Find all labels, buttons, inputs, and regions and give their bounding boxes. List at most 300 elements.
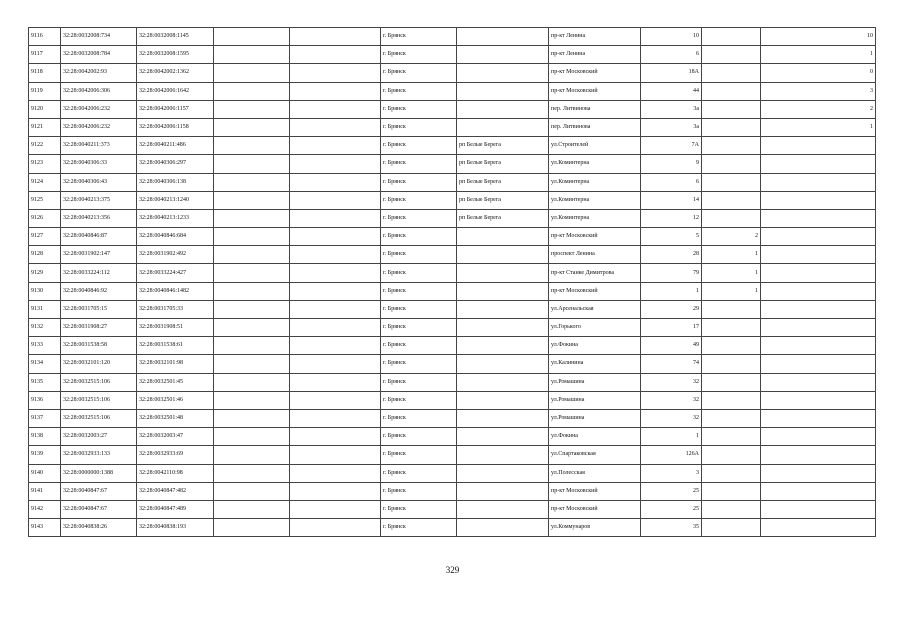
- count-cell: [702, 446, 761, 464]
- city-cell: г. Брянск: [381, 100, 457, 118]
- count-cell: [702, 482, 761, 500]
- row-number-cell: 9139: [29, 446, 61, 464]
- count-cell: [702, 46, 761, 64]
- cadastral-number-cell: 32:28:0031705:15: [61, 300, 137, 318]
- count-cell: [702, 355, 761, 373]
- house-number-cell: 18А: [641, 64, 702, 82]
- row-number-cell: 9131: [29, 300, 61, 318]
- house-number-cell: 6: [641, 46, 702, 64]
- empty-cell: [214, 191, 290, 209]
- city-cell: г. Брянск: [381, 264, 457, 282]
- district-cell: [457, 118, 549, 136]
- table-row: [29, 246, 876, 264]
- table-row: [29, 209, 876, 227]
- empty-cell: [214, 446, 290, 464]
- empty-cell: [214, 500, 290, 518]
- count-cell: [702, 519, 761, 537]
- house-number-cell: 29: [641, 300, 702, 318]
- row-number-cell: 9118: [29, 64, 61, 82]
- district-cell: [457, 519, 549, 537]
- count-cell: [702, 100, 761, 118]
- object-cadastral-number-cell: 32:28:0031902:492: [137, 246, 214, 264]
- house-number-cell: 12: [641, 209, 702, 227]
- cadastral-number-cell: 32:28:0032008:784: [61, 46, 137, 64]
- city-cell: г. Брянск: [381, 155, 457, 173]
- table-row: [29, 446, 876, 464]
- cadastral-number-cell: 32:28:0040211:373: [61, 137, 137, 155]
- house-number-cell: 3а: [641, 100, 702, 118]
- row-number-cell: 9119: [29, 82, 61, 100]
- count-cell: [702, 209, 761, 227]
- value-cell: [761, 319, 876, 337]
- city-cell: г. Брянск: [381, 118, 457, 136]
- count-cell: 1: [702, 282, 761, 300]
- value-cell: [761, 209, 876, 227]
- empty-cell: [214, 64, 290, 82]
- empty-cell: [214, 319, 290, 337]
- empty-cell: [214, 246, 290, 264]
- empty-cell: [290, 282, 381, 300]
- table-row: [29, 155, 876, 173]
- empty-cell: [290, 100, 381, 118]
- house-number-cell: 32: [641, 409, 702, 427]
- table-row: [29, 137, 876, 155]
- district-cell: [457, 319, 549, 337]
- value-cell: [761, 355, 876, 373]
- value-cell: [761, 173, 876, 191]
- empty-cell: [290, 300, 381, 318]
- empty-cell: [290, 246, 381, 264]
- cadastral-number-cell: 32:28:0032933:133: [61, 446, 137, 464]
- table-row: [29, 409, 876, 427]
- empty-cell: [214, 100, 290, 118]
- street-cell: пр-кт Ленина: [549, 46, 641, 64]
- register-sheet: [28, 27, 876, 537]
- district-cell: [457, 264, 549, 282]
- district-cell: рп Белые Берега: [457, 173, 549, 191]
- cadastral-number-cell: 32:28:0033224:112: [61, 264, 137, 282]
- value-cell: [761, 446, 876, 464]
- empty-cell: [290, 228, 381, 246]
- object-cadastral-number-cell: 32:28:0042006:1158: [137, 118, 214, 136]
- row-number-cell: 9124: [29, 173, 61, 191]
- value-cell: [761, 300, 876, 318]
- district-cell: [457, 300, 549, 318]
- table-row: [29, 64, 876, 82]
- row-number-cell: 9137: [29, 409, 61, 427]
- empty-cell: [290, 173, 381, 191]
- empty-cell: [290, 319, 381, 337]
- street-cell: пр-кт Московский: [549, 282, 641, 300]
- street-cell: пр-кт Московский: [549, 228, 641, 246]
- object-cadastral-number-cell: 32:28:0040846:1482: [137, 282, 214, 300]
- city-cell: г. Брянск: [381, 428, 457, 446]
- house-number-cell: 3: [641, 464, 702, 482]
- house-number-cell: 49: [641, 337, 702, 355]
- row-number-cell: 9122: [29, 137, 61, 155]
- object-cadastral-number-cell: 32:28:0031705:33: [137, 300, 214, 318]
- count-cell: [702, 337, 761, 355]
- object-cadastral-number-cell: 32:28:0040846:684: [137, 228, 214, 246]
- value-cell: [761, 464, 876, 482]
- object-cadastral-number-cell: 32:28:0032008:1595: [137, 46, 214, 64]
- city-cell: г. Брянск: [381, 173, 457, 191]
- object-cadastral-number-cell: 32:28:0032003:47: [137, 428, 214, 446]
- city-cell: г. Брянск: [381, 446, 457, 464]
- count-cell: [702, 409, 761, 427]
- cadastral-number-cell: 32:28:0032515:106: [61, 409, 137, 427]
- table-row: [29, 264, 876, 282]
- cadastral-number-cell: 32:28:0000000:1388: [61, 464, 137, 482]
- empty-cell: [214, 464, 290, 482]
- cadastral-number-cell: 32:28:0031902:147: [61, 246, 137, 264]
- city-cell: г. Брянск: [381, 355, 457, 373]
- street-cell: ул.Коминтерна: [549, 155, 641, 173]
- empty-cell: [214, 409, 290, 427]
- object-cadastral-number-cell: 32:28:0040306:297: [137, 155, 214, 173]
- district-cell: [457, 464, 549, 482]
- cadastral-number-cell: 32:28:0040846:87: [61, 228, 137, 246]
- count-cell: [702, 64, 761, 82]
- object-cadastral-number-cell: 32:28:0040213:1240: [137, 191, 214, 209]
- house-number-cell: 5: [641, 228, 702, 246]
- cadastral-number-cell: 32:28:0032101:120: [61, 355, 137, 373]
- empty-cell: [290, 28, 381, 46]
- street-cell: ул.Коммунаров: [549, 519, 641, 537]
- row-number-cell: 9138: [29, 428, 61, 446]
- house-number-cell: 32: [641, 391, 702, 409]
- row-number-cell: 9121: [29, 118, 61, 136]
- empty-cell: [214, 118, 290, 136]
- value-cell: [761, 337, 876, 355]
- street-cell: проспект Ленина: [549, 246, 641, 264]
- object-cadastral-number-cell: 32:28:0032501:48: [137, 409, 214, 427]
- city-cell: г. Брянск: [381, 82, 457, 100]
- value-cell: [761, 264, 876, 282]
- empty-cell: [214, 373, 290, 391]
- empty-cell: [290, 482, 381, 500]
- row-number-cell: 9130: [29, 282, 61, 300]
- city-cell: г. Брянск: [381, 246, 457, 264]
- district-cell: [457, 391, 549, 409]
- empty-cell: [214, 355, 290, 373]
- cadastral-number-cell: 32:28:0031538:58: [61, 337, 137, 355]
- house-number-cell: 6: [641, 173, 702, 191]
- house-number-cell: 3а: [641, 118, 702, 136]
- house-number-cell: 25: [641, 500, 702, 518]
- value-cell: [761, 409, 876, 427]
- object-cadastral-number-cell: 32:28:0042006:1157: [137, 100, 214, 118]
- empty-cell: [290, 373, 381, 391]
- row-number-cell: 9143: [29, 519, 61, 537]
- empty-cell: [290, 391, 381, 409]
- object-cadastral-number-cell: 32:28:0032008:1145: [137, 28, 214, 46]
- house-number-cell: 1: [641, 428, 702, 446]
- district-cell: [457, 337, 549, 355]
- street-cell: ул.Ромашина: [549, 373, 641, 391]
- cadastral-number-cell: 32:28:0040213:375: [61, 191, 137, 209]
- object-cadastral-number-cell: 32:28:0042006:1642: [137, 82, 214, 100]
- value-cell: [761, 246, 876, 264]
- value-cell: [761, 191, 876, 209]
- city-cell: г. Брянск: [381, 482, 457, 500]
- city-cell: г. Брянск: [381, 228, 457, 246]
- district-cell: [457, 64, 549, 82]
- value-cell: [761, 391, 876, 409]
- empty-cell: [290, 209, 381, 227]
- count-cell: [702, 319, 761, 337]
- district-cell: [457, 500, 549, 518]
- empty-cell: [290, 500, 381, 518]
- city-cell: г. Брянск: [381, 319, 457, 337]
- cadastral-number-cell: 32:28:0040847:67: [61, 500, 137, 518]
- house-number-cell: 126А: [641, 446, 702, 464]
- cadastral-number-cell: 32:28:0042006:232: [61, 118, 137, 136]
- cadastral-number-cell: 32:28:0042006:306: [61, 82, 137, 100]
- empty-cell: [290, 264, 381, 282]
- street-cell: пр-кт Московский: [549, 64, 641, 82]
- district-cell: [457, 482, 549, 500]
- object-cadastral-number-cell: 32:28:0040213:1233: [137, 209, 214, 227]
- count-cell: 1: [702, 246, 761, 264]
- table-row: [29, 118, 876, 136]
- house-number-cell: 74: [641, 355, 702, 373]
- house-number-cell: 7А: [641, 137, 702, 155]
- city-cell: г. Брянск: [381, 300, 457, 318]
- empty-cell: [290, 409, 381, 427]
- house-number-cell: 17: [641, 319, 702, 337]
- street-cell: пер. Литвинова: [549, 100, 641, 118]
- row-number-cell: 9126: [29, 209, 61, 227]
- empty-cell: [290, 64, 381, 82]
- city-cell: г. Брянск: [381, 500, 457, 518]
- value-cell: 1: [761, 46, 876, 64]
- value-cell: 3: [761, 82, 876, 100]
- row-number-cell: 9129: [29, 264, 61, 282]
- count-cell: [702, 28, 761, 46]
- empty-cell: [214, 300, 290, 318]
- value-cell: [761, 373, 876, 391]
- page-number: 329: [445, 565, 460, 575]
- city-cell: г. Брянск: [381, 209, 457, 227]
- value-cell: [761, 137, 876, 155]
- row-number-cell: 9117: [29, 46, 61, 64]
- table-row: [29, 482, 876, 500]
- count-cell: [702, 300, 761, 318]
- object-cadastral-number-cell: 32:28:0040847:489: [137, 500, 214, 518]
- object-cadastral-number-cell: 32:28:0040306:138: [137, 173, 214, 191]
- table-row: [29, 46, 876, 64]
- city-cell: г. Брянск: [381, 391, 457, 409]
- count-cell: [702, 373, 761, 391]
- street-cell: ул.Фокина: [549, 428, 641, 446]
- street-cell: пр-кт Станке Димитрова: [549, 264, 641, 282]
- district-cell: [457, 82, 549, 100]
- address-register-table: [28, 27, 876, 537]
- row-number-cell: 9132: [29, 319, 61, 337]
- city-cell: г. Брянск: [381, 191, 457, 209]
- house-number-cell: 9: [641, 155, 702, 173]
- value-cell: [761, 155, 876, 173]
- row-number-cell: 9136: [29, 391, 61, 409]
- object-cadastral-number-cell: 32:28:0040211:486: [137, 137, 214, 155]
- city-cell: г. Брянск: [381, 337, 457, 355]
- empty-cell: [290, 355, 381, 373]
- empty-cell: [214, 428, 290, 446]
- cadastral-number-cell: 32:28:0032515:106: [61, 373, 137, 391]
- count-cell: [702, 428, 761, 446]
- object-cadastral-number-cell: 32:28:0040847:482: [137, 482, 214, 500]
- house-number-cell: 1: [641, 282, 702, 300]
- row-number-cell: 9141: [29, 482, 61, 500]
- table-row: [29, 464, 876, 482]
- district-cell: рп Белые Берега: [457, 191, 549, 209]
- empty-cell: [290, 464, 381, 482]
- row-number-cell: 9116: [29, 28, 61, 46]
- table-row: [29, 428, 876, 446]
- city-cell: г. Брянск: [381, 282, 457, 300]
- house-number-cell: 28: [641, 246, 702, 264]
- house-number-cell: 32: [641, 373, 702, 391]
- count-cell: [702, 191, 761, 209]
- table-row: [29, 373, 876, 391]
- empty-cell: [214, 391, 290, 409]
- city-cell: г. Брянск: [381, 46, 457, 64]
- table-row: [29, 519, 876, 537]
- object-cadastral-number-cell: 32:28:0042002:1362: [137, 64, 214, 82]
- table-row: [29, 228, 876, 246]
- row-number-cell: 9140: [29, 464, 61, 482]
- empty-cell: [214, 46, 290, 64]
- object-cadastral-number-cell: 32:28:0032501:45: [137, 373, 214, 391]
- district-cell: [457, 100, 549, 118]
- empty-cell: [214, 264, 290, 282]
- street-cell: пр-кт Ленина: [549, 28, 641, 46]
- count-cell: [702, 155, 761, 173]
- street-cell: ул.Фокина: [549, 337, 641, 355]
- row-number-cell: 9142: [29, 500, 61, 518]
- count-cell: [702, 118, 761, 136]
- table-row: [29, 173, 876, 191]
- table-row: [29, 282, 876, 300]
- street-cell: ул.Коминтерна: [549, 191, 641, 209]
- city-cell: г. Брянск: [381, 373, 457, 391]
- empty-cell: [214, 155, 290, 173]
- empty-cell: [290, 191, 381, 209]
- value-cell: 0: [761, 64, 876, 82]
- value-cell: 10: [761, 28, 876, 46]
- empty-cell: [214, 209, 290, 227]
- empty-cell: [290, 446, 381, 464]
- house-number-cell: 44: [641, 82, 702, 100]
- table-row: [29, 28, 876, 46]
- cadastral-number-cell: 32:28:0040847:67: [61, 482, 137, 500]
- table-row: [29, 191, 876, 209]
- street-cell: ул.Горького: [549, 319, 641, 337]
- table-row: [29, 337, 876, 355]
- district-cell: [457, 373, 549, 391]
- district-cell: [457, 355, 549, 373]
- house-number-cell: 14: [641, 191, 702, 209]
- empty-cell: [214, 173, 290, 191]
- object-cadastral-number-cell: 32:28:0042110:98: [137, 464, 214, 482]
- city-cell: г. Брянск: [381, 519, 457, 537]
- count-cell: 1: [702, 264, 761, 282]
- value-cell: [761, 428, 876, 446]
- value-cell: 1: [761, 118, 876, 136]
- row-number-cell: 9127: [29, 228, 61, 246]
- city-cell: г. Брянск: [381, 28, 457, 46]
- street-cell: ул.Спартаковская: [549, 446, 641, 464]
- value-cell: [761, 500, 876, 518]
- value-cell: [761, 228, 876, 246]
- street-cell: ул.Полесская: [549, 464, 641, 482]
- empty-cell: [290, 155, 381, 173]
- row-number-cell: 9128: [29, 246, 61, 264]
- street-cell: ул.Коминтерна: [549, 173, 641, 191]
- district-cell: [457, 446, 549, 464]
- city-cell: г. Брянск: [381, 137, 457, 155]
- cadastral-number-cell: 32:28:0032008:734: [61, 28, 137, 46]
- value-cell: 2: [761, 100, 876, 118]
- object-cadastral-number-cell: 32:28:0031538:61: [137, 337, 214, 355]
- value-cell: [761, 282, 876, 300]
- table-row: [29, 319, 876, 337]
- street-cell: пр-кт Московский: [549, 82, 641, 100]
- table-row: [29, 391, 876, 409]
- cadastral-number-cell: 32:28:0040846:92: [61, 282, 137, 300]
- row-number-cell: 9134: [29, 355, 61, 373]
- table-body: [29, 28, 876, 537]
- row-number-cell: 9133: [29, 337, 61, 355]
- cadastral-number-cell: 32:28:0032515:106: [61, 391, 137, 409]
- district-cell: рп Белые Берега: [457, 137, 549, 155]
- object-cadastral-number-cell: 32:28:0031908:51: [137, 319, 214, 337]
- count-cell: [702, 82, 761, 100]
- empty-cell: [214, 519, 290, 537]
- cadastral-number-cell: 32:28:0042002:93: [61, 64, 137, 82]
- value-cell: [761, 519, 876, 537]
- empty-cell: [290, 519, 381, 537]
- city-cell: г. Брянск: [381, 409, 457, 427]
- cadastral-number-cell: 32:28:0042006:232: [61, 100, 137, 118]
- object-cadastral-number-cell: 32:28:0033224:427: [137, 264, 214, 282]
- house-number-cell: 35: [641, 519, 702, 537]
- district-cell: рп Белые Берега: [457, 155, 549, 173]
- row-number-cell: 9123: [29, 155, 61, 173]
- street-cell: ул.Калинина: [549, 355, 641, 373]
- count-cell: [702, 500, 761, 518]
- empty-cell: [214, 228, 290, 246]
- street-cell: ул.Коминтерна: [549, 209, 641, 227]
- table-row: [29, 82, 876, 100]
- empty-cell: [214, 482, 290, 500]
- district-cell: [457, 246, 549, 264]
- street-cell: ул.Арсенальская: [549, 300, 641, 318]
- object-cadastral-number-cell: 32:28:0032501:46: [137, 391, 214, 409]
- empty-cell: [214, 282, 290, 300]
- table-row: [29, 300, 876, 318]
- cadastral-number-cell: 32:28:0032003:27: [61, 428, 137, 446]
- count-cell: [702, 391, 761, 409]
- street-cell: пр-кт Московский: [549, 500, 641, 518]
- table-row: [29, 500, 876, 518]
- street-cell: пр-кт Московский: [549, 482, 641, 500]
- table-row: [29, 100, 876, 118]
- district-cell: рп Белые Берега: [457, 209, 549, 227]
- count-cell: [702, 464, 761, 482]
- cadastral-number-cell: 32:28:0031908:27: [61, 319, 137, 337]
